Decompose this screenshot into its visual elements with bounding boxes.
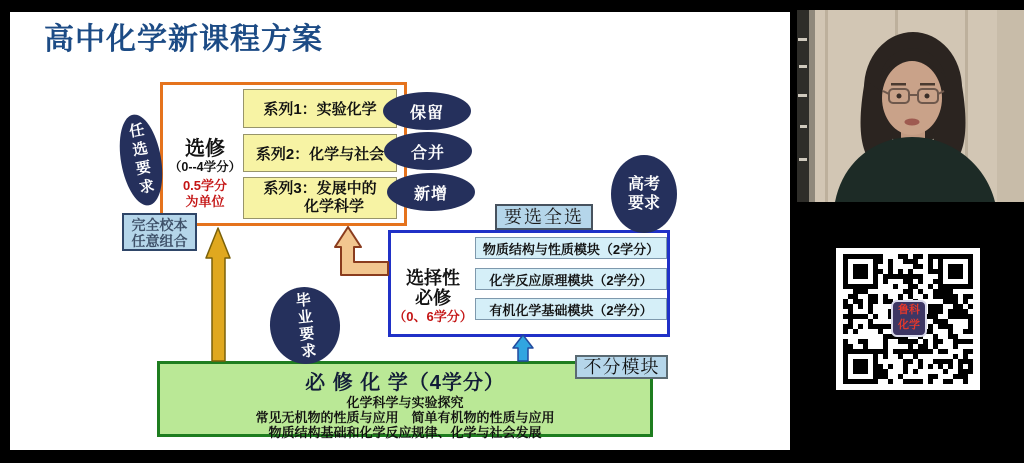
presenter-video xyxy=(797,10,1024,202)
module-box-organic xyxy=(475,298,667,320)
elective-credits: （0--4学分） xyxy=(168,160,242,174)
selective-label-line2: 必修 xyxy=(415,288,451,308)
series-2-label: 系列2：化学与社会 xyxy=(255,145,385,163)
module-label: 物质结构与性质模块（2学分） xyxy=(482,241,660,257)
status-badge-merged: 合并 xyxy=(384,132,472,170)
series-3-label-line1: 系列3：发展中的 xyxy=(263,180,377,197)
status-badge-new: 新增 xyxy=(387,173,475,211)
graduation-requirement-label: 毕业要求 xyxy=(292,290,318,361)
elective-label: 选修 xyxy=(185,138,225,160)
selective-label-line1: 选择性 xyxy=(406,268,460,288)
page-title: 高中化学新课程方案 xyxy=(44,23,323,56)
module-label: 化学反应原理模块（2学分） xyxy=(489,272,653,288)
module-box-principles xyxy=(475,268,667,290)
compulsory-title: 必 修 化 学（4学分） xyxy=(305,372,505,394)
school-note-line2: 任意组合 xyxy=(131,233,188,249)
series-2-box xyxy=(243,134,397,172)
no-module-note-box: 不分模块 xyxy=(575,355,668,379)
compulsory-line-3: 物质结构基础和化学反应规律、化学与社会发展 xyxy=(268,425,542,440)
elective-unit-note-line1: 0.5学分 xyxy=(182,178,228,193)
compulsory-line-2: 常见无机物的性质与应用 简单有机物的性质与应用 xyxy=(255,410,555,425)
series-3-box xyxy=(243,177,397,219)
school-note-box xyxy=(122,213,197,251)
selective-credits: （0、6学分） xyxy=(393,309,473,324)
gaokao-line2: 要求 xyxy=(627,195,660,212)
status-badge-retained: 保留 xyxy=(383,92,471,130)
presenter-mouth xyxy=(905,119,920,126)
school-note-line1: 完全校本 xyxy=(131,217,188,233)
qr-center-logo xyxy=(891,300,927,337)
any-choice-requirement-label: 任选要求 xyxy=(126,121,156,199)
gaokao-requirement-badge xyxy=(611,155,677,233)
elective-unit-note-line2: 为单位 xyxy=(185,194,225,209)
compulsory-line-1: 化学科学与实验探究 xyxy=(346,395,464,410)
series-1-label: 系列1：实验化学 xyxy=(263,101,377,118)
gaokao-line1: 高考 xyxy=(627,176,660,193)
series-1-box xyxy=(243,89,397,128)
qr-logo-line1: 鲁科 xyxy=(898,304,920,316)
module-label: 有机化学基础模块（2学分） xyxy=(489,302,653,318)
module-box-structure xyxy=(475,237,667,259)
gaokao-requirement-label xyxy=(628,175,660,213)
select-all-note-box: 要选全选 xyxy=(495,204,593,230)
series-3-label-line2: 化学科学 xyxy=(303,198,364,215)
qr-logo-line2: 化学 xyxy=(898,319,920,331)
qr-code xyxy=(836,248,980,390)
